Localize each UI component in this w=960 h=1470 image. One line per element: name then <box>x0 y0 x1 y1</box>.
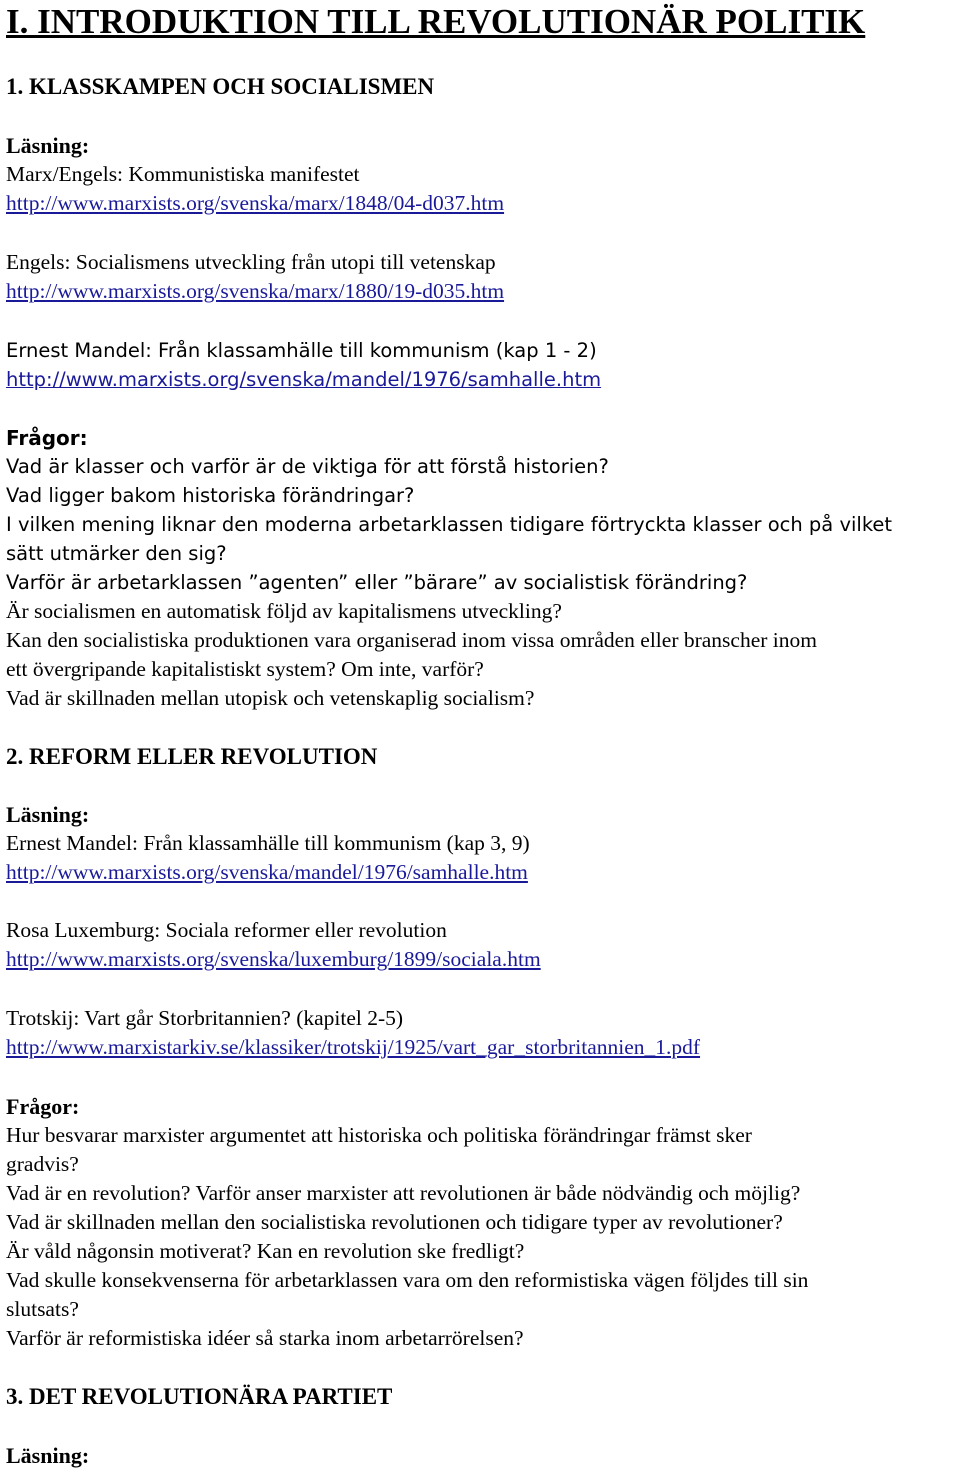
question-line: Vad är en revolution? Varför anser marxister att revolutionen är både nödvändig och möjlig? <box>6 1181 801 1205</box>
reading-text: Trotskij: Vart går Storbritannien? (kapitel 2-5) <box>6 1006 404 1030</box>
section-2-heading: 2. REFORM ELLER REVOLUTION <box>6 744 378 769</box>
question-line: Varför är arbetarklassen ”agenten” eller ”bärare” av socialistisk förändring? <box>6 571 748 594</box>
section-2-reading-label: Läsning: <box>6 802 90 827</box>
question-line: Kan den socialistiska produktionen vara organiserad inom vissa områden eller branscher inom <box>6 628 817 652</box>
question-line: ett övergripande kapitalistiskt system? Om inte, varför? <box>6 657 484 681</box>
question-line: I vilken mening liknar den moderna arbetarklassen tidigare förtryckta klasser och på vilket <box>6 513 893 536</box>
reading-link[interactable]: http://www.marxists.org/svenska/mandel/1976/samhalle.htm <box>6 860 528 884</box>
reading-text: Engels: Socialismens utveckling från utopi till vetenskap <box>6 250 496 274</box>
reading-text: Ernest Mandel: Från klassamhälle till kommunism (kap 3, 9) <box>6 831 530 855</box>
question-line: sätt utmärker den sig? <box>6 542 227 565</box>
section-1-heading: 1. KLASSKAMPEN OCH SOCIALISMEN <box>6 74 435 99</box>
question-line: Vad är klasser och varför är de viktiga för att förstå historien? <box>6 455 609 478</box>
question-line: gradvis? <box>6 1152 79 1176</box>
question-line: Hur besvarar marxister argumentet att historiska och politiska förändringar främst sker <box>6 1123 752 1147</box>
section-3-heading: 3. DET REVOLUTIONÄRA PARTIET <box>6 1384 393 1409</box>
section-1-questions-label: Frågor: <box>6 426 88 450</box>
question-line: Är socialismen en automatisk följd av kapitalismens utveckling? <box>6 599 562 623</box>
question-line: Vad ligger bakom historiska förändringar? <box>6 484 415 507</box>
reading-link[interactable]: http://www.marxistarkiv.se/klassiker/trotskij/1925/vart_gar_storbritannien_1.pdf <box>6 1035 701 1059</box>
question-line: Vad är skillnaden mellan utopisk och vetenskaplig socialism? <box>6 686 535 710</box>
reading-text: Marx/Engels: Kommunistiska manifestet <box>6 162 360 186</box>
reading-text: Rosa Luxemburg: Sociala reformer eller revolution <box>6 918 447 942</box>
question-line: slutsats? <box>6 1297 79 1321</box>
document-title: I. INTRODUKTION TILL REVOLUTIONÄR POLITIK <box>6 2 866 41</box>
section-1-reading-label: Läsning: <box>6 133 90 158</box>
question-line: Vad skulle konsekvenserna för arbetarklassen vara om den reformistiska vägen följdes till sin <box>6 1268 809 1292</box>
question-line: Är våld någonsin motiverat? Kan en revolution ske fredligt? <box>6 1239 525 1263</box>
reading-link[interactable]: http://www.marxists.org/svenska/marx/1880/19-d035.htm <box>6 279 505 303</box>
reading-link[interactable]: http://www.marxists.org/svenska/luxemburg/1899/sociala.htm <box>6 947 541 971</box>
section-2-questions-label: Frågor: <box>6 1094 80 1119</box>
question-line: Varför är reformistiska idéer så starka inom arbetarrörelsen? <box>6 1326 524 1350</box>
question-line: Vad är skillnaden mellan den socialistiska revolutionen och tidigare typer av revolutioner? <box>6 1210 783 1234</box>
reading-link[interactable]: http://www.marxists.org/svenska/marx/1848/04-d037.htm <box>6 191 505 215</box>
section-3-reading-label: Läsning: <box>6 1443 90 1468</box>
reading-text: Ernest Mandel: Från klassamhälle till kommunism (kap 1 - 2) <box>6 339 597 362</box>
reading-link[interactable]: http://www.marxists.org/svenska/mandel/1976/samhalle.htm <box>6 368 602 391</box>
